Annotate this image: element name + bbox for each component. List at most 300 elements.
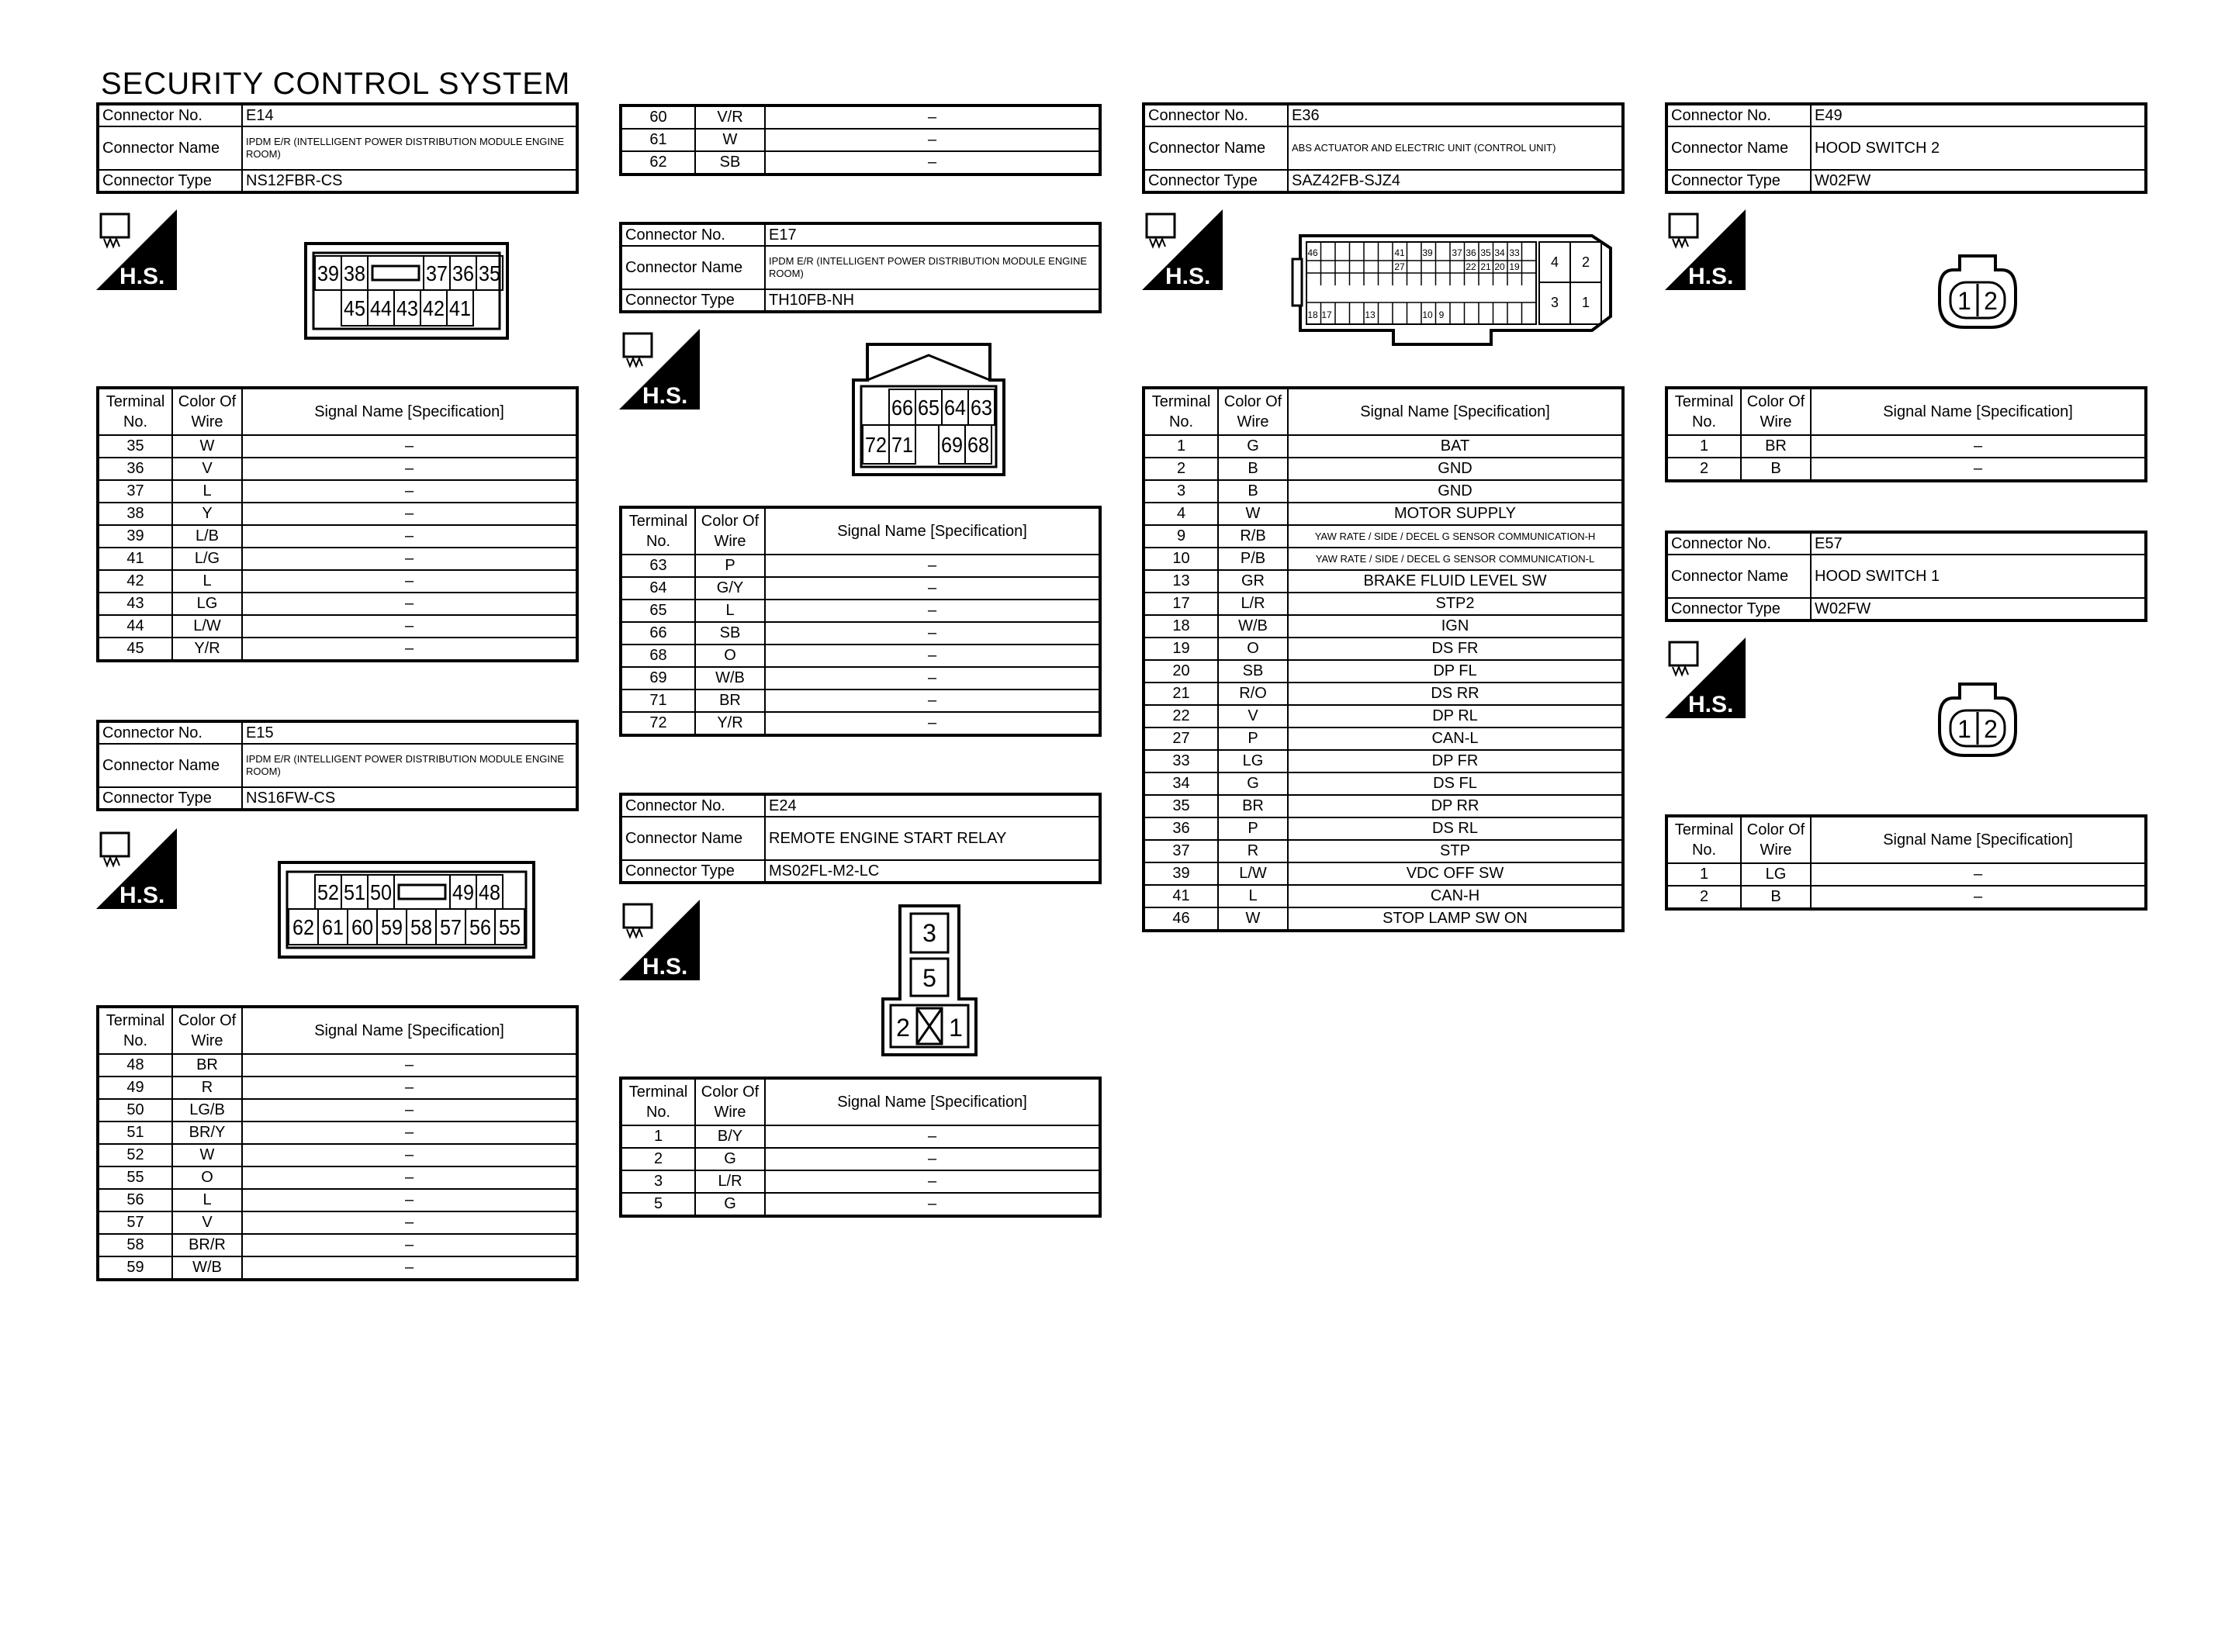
- pin-number: 18: [1307, 309, 1318, 320]
- wire-color: L/B: [172, 525, 242, 548]
- terminal-no: 1: [1144, 435, 1218, 458]
- table-row: [1144, 705, 1623, 728]
- signal-name: –: [765, 105, 1100, 129]
- terminal-no: 3: [1144, 480, 1218, 503]
- terminal-no: 48: [98, 1054, 172, 1077]
- terminal-no: 35: [98, 435, 172, 458]
- signal-name: –: [242, 525, 577, 548]
- connector-type: SAZ42FB-SJZ4: [1288, 170, 1623, 192]
- terminal-no: 43: [98, 593, 172, 615]
- label: Connector Name: [1144, 126, 1288, 170]
- wire-color: LG: [1741, 863, 1811, 886]
- label: Connector Type: [1666, 598, 1811, 620]
- pin-number: 37: [1452, 247, 1462, 258]
- connector-e14-face: [304, 242, 509, 340]
- pin-number: 57: [440, 915, 462, 940]
- wire-color: L/W: [172, 615, 242, 638]
- pin-number: 42: [423, 296, 445, 321]
- pin-number: 61: [322, 915, 344, 940]
- terminal-no: 63: [621, 555, 695, 577]
- pin-table-header: [621, 1078, 1100, 1125]
- pin-number: 2: [896, 1014, 910, 1042]
- terminal-no: 36: [98, 458, 172, 480]
- signal-name: MOTOR SUPPLY: [1288, 503, 1623, 525]
- wire-color: BR: [172, 1054, 242, 1077]
- wire-color: W: [172, 435, 242, 458]
- header-line: Terminal: [628, 513, 688, 530]
- hs-harness-side-icon: [1665, 209, 1746, 290]
- connector-e17-face: [850, 341, 1007, 478]
- terminal-no: 69: [621, 667, 695, 689]
- pin-number: 72: [865, 433, 887, 458]
- wire-color: V: [1218, 705, 1288, 728]
- table-row: [98, 1077, 577, 1099]
- pin-number: 69: [941, 433, 963, 458]
- terminal-no: 37: [1144, 840, 1218, 862]
- table-row: [621, 1125, 1100, 1148]
- pin-number: 36: [1466, 247, 1476, 258]
- connector-no: E15: [242, 721, 577, 744]
- wire-color: W/B: [172, 1256, 242, 1280]
- wire-color: L/R: [695, 1170, 765, 1193]
- pin-number: 59: [381, 915, 403, 940]
- terminal-no-header: [621, 507, 695, 555]
- wire-color-header: [172, 388, 242, 435]
- terminal-no: 19: [1144, 638, 1218, 660]
- terminal-no: 55: [98, 1166, 172, 1189]
- signal-name: –: [765, 645, 1100, 667]
- label: Connector Name: [1666, 555, 1811, 598]
- header-line: No.: [123, 413, 148, 430]
- signal-name: –: [765, 1170, 1100, 1193]
- table-row: [1144, 728, 1623, 750]
- wire-color: O: [695, 645, 765, 667]
- table-row: [1666, 886, 2146, 909]
- wire-color-header: [695, 507, 765, 555]
- terminal-no: 44: [98, 615, 172, 638]
- pin-number: 39: [317, 261, 339, 286]
- signal-name: DS RR: [1288, 683, 1623, 705]
- wire-color: W: [695, 129, 765, 151]
- table-row: [621, 622, 1100, 645]
- signal-name: –: [765, 600, 1100, 622]
- table-row: [98, 458, 577, 480]
- header-line: Wire: [1760, 842, 1792, 859]
- signal-name: DP FL: [1288, 660, 1623, 683]
- terminal-no: 9: [1144, 525, 1218, 548]
- pin-number: 2: [1984, 715, 1998, 743]
- wire-color: BR: [1741, 435, 1811, 458]
- connector-e15-face: [278, 861, 535, 959]
- wire-color: Y: [172, 503, 242, 525]
- table-row: [1144, 548, 1623, 570]
- signal-name-header: Signal Name [Specification]: [1811, 388, 2146, 435]
- terminal-no: 1: [1666, 435, 1741, 458]
- table-row: [98, 548, 577, 570]
- signal-name: –: [242, 615, 577, 638]
- label: Connector Name: [1666, 126, 1811, 170]
- pin-number: 34: [1494, 247, 1505, 258]
- table-row: [98, 525, 577, 548]
- connector-no: E17: [765, 223, 1100, 246]
- pin-number: 71: [891, 433, 913, 458]
- table-row: [621, 645, 1100, 667]
- connector-e49-info: [1665, 102, 2147, 194]
- terminal-no: 2: [1144, 458, 1218, 480]
- signal-name-header: Signal Name [Specification]: [1288, 388, 1623, 435]
- header-line: Terminal: [1674, 821, 1734, 838]
- label: Connector Type: [1144, 170, 1288, 192]
- label: Connector Name: [621, 817, 765, 860]
- table-row: [621, 129, 1100, 151]
- terminal-no: 49: [98, 1077, 172, 1099]
- terminal-no: 50: [98, 1099, 172, 1121]
- pin-number: 4: [1550, 254, 1559, 270]
- signal-name: YAW RATE / SIDE / DECEL G SENSOR COMMUNICATION-H: [1288, 525, 1623, 548]
- pin-number: 1: [1957, 287, 1971, 315]
- table-row: [1666, 458, 2146, 481]
- terminal-no: 60: [621, 105, 695, 129]
- pin-number: 27: [1394, 261, 1405, 272]
- header-line: No.: [123, 1032, 148, 1049]
- pin-number: 51: [344, 880, 365, 905]
- terminal-no: 52: [98, 1144, 172, 1166]
- hs-label: H.S.: [119, 264, 165, 289]
- signal-name: DS RL: [1288, 817, 1623, 840]
- header-line: Wire: [1237, 413, 1269, 430]
- signal-name: –: [242, 638, 577, 661]
- page-title: SECURITY CONTROL SYSTEM: [101, 67, 571, 101]
- pin-number: 20: [1494, 261, 1505, 272]
- terminal-no-header: [1666, 388, 1741, 435]
- pin-number: 41: [1394, 247, 1405, 258]
- signal-name: –: [242, 593, 577, 615]
- terminal-no: 1: [621, 1125, 695, 1148]
- pin-number: 1: [1957, 715, 1971, 743]
- wire-color: G: [695, 1193, 765, 1216]
- signal-name: –: [242, 1144, 577, 1166]
- pin-table-header: [1666, 816, 2146, 863]
- pin-number: 17: [1321, 309, 1332, 320]
- table-row: [1144, 638, 1623, 660]
- header-line: No.: [1691, 413, 1717, 430]
- header-line: No.: [645, 533, 671, 550]
- pin-number: 50: [370, 880, 392, 905]
- label: Connector No.: [98, 721, 242, 744]
- wire-color: P/B: [1218, 548, 1288, 570]
- wire-color: P: [695, 555, 765, 577]
- hs-harness-side-icon: [96, 209, 177, 290]
- pin-number: 37: [426, 261, 448, 286]
- signal-name: YAW RATE / SIDE / DECEL G SENSOR COMMUNICATION-L: [1288, 548, 1623, 570]
- connector-name: REMOTE ENGINE START RELAY: [765, 817, 1100, 860]
- table-row: [98, 1099, 577, 1121]
- terminal-no: 51: [98, 1121, 172, 1144]
- table-row: [98, 503, 577, 525]
- connector-e57-info: [1665, 531, 2147, 622]
- signal-name: CAN-L: [1288, 728, 1623, 750]
- table-row: [1666, 863, 2146, 886]
- wire-color-header: [172, 1007, 242, 1054]
- pin-number: 64: [944, 396, 966, 420]
- wire-color: W: [172, 1144, 242, 1166]
- connector-type: MS02FL-M2-LC: [765, 860, 1100, 883]
- wire-color: W/B: [1218, 615, 1288, 638]
- signal-name: –: [1811, 886, 2146, 909]
- wire-color: B: [1218, 458, 1288, 480]
- terminal-no: 37: [98, 480, 172, 503]
- pin-number: 60: [351, 915, 373, 940]
- connector-name: HOOD SWITCH 2: [1811, 126, 2146, 170]
- header-line: Terminal: [1151, 393, 1211, 410]
- terminal-no: 21: [1144, 683, 1218, 705]
- table-row: [98, 1189, 577, 1211]
- connector-e24-pin-table: [619, 1077, 1102, 1218]
- signal-name: –: [765, 129, 1100, 151]
- pin-number: 21: [1480, 261, 1491, 272]
- terminal-no: 57: [98, 1211, 172, 1234]
- wire-color: P: [1218, 817, 1288, 840]
- hs-harness-side-icon: [1142, 209, 1223, 290]
- signal-name: DS FL: [1288, 772, 1623, 795]
- connector-no: E14: [242, 104, 577, 126]
- label: Connector No.: [1666, 532, 1811, 555]
- label: Connector Name: [98, 744, 242, 787]
- connector-no: E24: [765, 794, 1100, 817]
- table-row: [621, 667, 1100, 689]
- table-row: [98, 1054, 577, 1077]
- connector-type: NS16FW-CS: [242, 787, 577, 810]
- pin-number: 36: [452, 261, 474, 286]
- terminal-no: 3: [621, 1170, 695, 1193]
- pin-number: 35: [479, 261, 500, 286]
- table-row: [621, 600, 1100, 622]
- connector-no: E57: [1811, 532, 2146, 555]
- pin-number: 41: [449, 296, 471, 321]
- terminal-no-header: [1666, 816, 1741, 863]
- connector-name: IPDM E/R (INTELLIGENT POWER DISTRIBUTION MODULE ENGINE ROOM): [242, 744, 577, 787]
- signal-name: STOP LAMP SW ON: [1288, 907, 1623, 931]
- pin-number: 1: [1581, 295, 1590, 310]
- signal-name: –: [765, 1125, 1100, 1148]
- hs-label: H.S.: [642, 383, 688, 409]
- table-row: [1144, 570, 1623, 593]
- signal-name: STP: [1288, 840, 1623, 862]
- wire-color: G: [1218, 772, 1288, 795]
- signal-name: –: [1811, 458, 2146, 481]
- connector-name: HOOD SWITCH 1: [1811, 555, 2146, 598]
- pin-number: 66: [891, 396, 913, 420]
- signal-name: –: [242, 1121, 577, 1144]
- terminal-no: 58: [98, 1234, 172, 1256]
- terminal-no: 72: [621, 712, 695, 735]
- label: Connector No.: [1666, 104, 1811, 126]
- table-row: [621, 555, 1100, 577]
- signal-name-header: Signal Name [Specification]: [242, 388, 577, 435]
- signal-name: –: [1811, 435, 2146, 458]
- table-row: [621, 1193, 1100, 1216]
- connector-e24-face: [880, 903, 979, 1058]
- header-line: Color Of: [178, 393, 237, 410]
- signal-name: –: [765, 667, 1100, 689]
- terminal-no: 39: [98, 525, 172, 548]
- header-line: No.: [645, 1104, 671, 1121]
- pin-number: 2: [1581, 254, 1590, 270]
- wire-color: B: [1741, 458, 1811, 481]
- table-row: [1144, 750, 1623, 772]
- connector-name: IPDM E/R (INTELLIGENT POWER DISTRIBUTION MODULE ENGINE ROOM): [242, 126, 577, 170]
- wire-color: W/B: [695, 667, 765, 689]
- connector-e17-pin-table: [619, 506, 1102, 737]
- table-row: [621, 151, 1100, 175]
- wire-color: LG: [1218, 750, 1288, 772]
- pin-number: 58: [410, 915, 432, 940]
- table-row: [1144, 660, 1623, 683]
- wire-color: LG/B: [172, 1099, 242, 1121]
- header-line: Wire: [191, 1032, 223, 1049]
- signal-name-header: Signal Name [Specification]: [765, 507, 1100, 555]
- signal-name: –: [765, 1148, 1100, 1170]
- header-line: Terminal: [628, 1083, 688, 1101]
- table-row: [98, 593, 577, 615]
- wire-color: W: [1218, 907, 1288, 931]
- pin-number: 33: [1509, 247, 1520, 258]
- signal-name: –: [765, 577, 1100, 600]
- signal-name: –: [242, 1211, 577, 1234]
- connector-type: W02FW: [1811, 170, 2146, 192]
- label: Connector No.: [1144, 104, 1288, 126]
- terminal-no: 2: [1666, 458, 1741, 481]
- hs-harness-side-icon: [619, 900, 700, 980]
- table-row: [1144, 593, 1623, 615]
- terminal-no: 41: [1144, 885, 1218, 907]
- terminal-no-header: [621, 1078, 695, 1125]
- table-row: [98, 1234, 577, 1256]
- terminal-no: 10: [1144, 548, 1218, 570]
- signal-name: STP2: [1288, 593, 1623, 615]
- table-row: [1144, 615, 1623, 638]
- wire-color: BR/Y: [172, 1121, 242, 1144]
- wire-color: V/R: [695, 105, 765, 129]
- pin-table-header: [621, 507, 1100, 555]
- signal-name-header: Signal Name [Specification]: [242, 1007, 577, 1054]
- terminal-no: 2: [621, 1148, 695, 1170]
- signal-name: –: [765, 622, 1100, 645]
- signal-name: BRAKE FLUID LEVEL SW: [1288, 570, 1623, 593]
- signal-name-header: Signal Name [Specification]: [765, 1078, 1100, 1125]
- pin-number: 39: [1422, 247, 1433, 258]
- hs-label: H.S.: [1165, 264, 1211, 289]
- pin-number: 55: [499, 915, 521, 940]
- terminal-no: 45: [98, 638, 172, 661]
- table-row: [98, 480, 577, 503]
- pin-table-header: [98, 388, 577, 435]
- signal-name: –: [765, 712, 1100, 735]
- wire-color-header: [1741, 816, 1811, 863]
- wire-color: L: [172, 1189, 242, 1211]
- wire-color: R: [1218, 840, 1288, 862]
- table-row: [1144, 795, 1623, 817]
- wire-color: Y/R: [695, 712, 765, 735]
- terminal-no: 59: [98, 1256, 172, 1280]
- hs-harness-side-icon: [1665, 638, 1746, 718]
- pin-number: 63: [971, 396, 992, 420]
- hs-label: H.S.: [642, 954, 688, 980]
- header-line: No.: [1691, 842, 1717, 859]
- table-row: [621, 689, 1100, 712]
- terminal-no: 1: [1666, 863, 1741, 886]
- table-row: [1144, 885, 1623, 907]
- label: Connector Type: [621, 289, 765, 312]
- terminal-no: 71: [621, 689, 695, 712]
- wire-color: O: [172, 1166, 242, 1189]
- terminal-no: 22: [1144, 705, 1218, 728]
- signal-name: –: [242, 548, 577, 570]
- label: Connector Type: [98, 787, 242, 810]
- table-row: [621, 105, 1100, 129]
- table-row: [1144, 840, 1623, 862]
- signal-name: IGN: [1288, 615, 1623, 638]
- pin-number: 19: [1509, 261, 1520, 272]
- connector-e17-info: [619, 222, 1102, 313]
- header-line: Color Of: [701, 1083, 760, 1101]
- wire-color: R/B: [1218, 525, 1288, 548]
- table-row: [1144, 458, 1623, 480]
- table-row: [98, 1121, 577, 1144]
- wire-color: R/O: [1218, 683, 1288, 705]
- table-row: [621, 712, 1100, 735]
- header-line: Terminal: [1674, 393, 1734, 410]
- table-row: [98, 615, 577, 638]
- terminal-no: 61: [621, 129, 695, 151]
- signal-name: –: [242, 1099, 577, 1121]
- connector-e15-pin-table: [96, 1005, 579, 1281]
- connector-e14-info: [96, 102, 579, 194]
- signal-name: GND: [1288, 480, 1623, 503]
- header-line: Color Of: [701, 513, 760, 530]
- hs-label: H.S.: [1688, 264, 1734, 289]
- label: Connector No.: [98, 104, 242, 126]
- signal-name: –: [765, 151, 1100, 175]
- signal-name: VDC OFF SW: [1288, 862, 1623, 885]
- signal-name: –: [765, 689, 1100, 712]
- table-row: [1144, 683, 1623, 705]
- pin-number: 3: [1550, 295, 1559, 310]
- signal-name: –: [242, 570, 577, 593]
- header-line: Color Of: [1746, 393, 1805, 410]
- connector-e49-pin-table: [1665, 386, 2147, 482]
- table-row: [98, 1256, 577, 1280]
- terminal-no: 42: [98, 570, 172, 593]
- terminal-no: 46: [1144, 907, 1218, 931]
- terminal-no: 13: [1144, 570, 1218, 593]
- connector-e36-pin-table: [1142, 386, 1625, 932]
- signal-name: –: [242, 1256, 577, 1280]
- wire-color-header: [1218, 388, 1288, 435]
- signal-name: DP FR: [1288, 750, 1623, 772]
- terminal-no: 65: [621, 600, 695, 622]
- terminal-no: 27: [1144, 728, 1218, 750]
- table-row: [1144, 772, 1623, 795]
- pin-number: 45: [344, 296, 365, 321]
- table-row: [621, 1170, 1100, 1193]
- wire-color: G: [695, 1148, 765, 1170]
- pin-number: 38: [344, 261, 365, 286]
- signal-name: –: [242, 435, 577, 458]
- header-line: Terminal: [106, 1012, 165, 1029]
- connector-e57-pin-table: [1665, 814, 2147, 911]
- signal-name: –: [242, 458, 577, 480]
